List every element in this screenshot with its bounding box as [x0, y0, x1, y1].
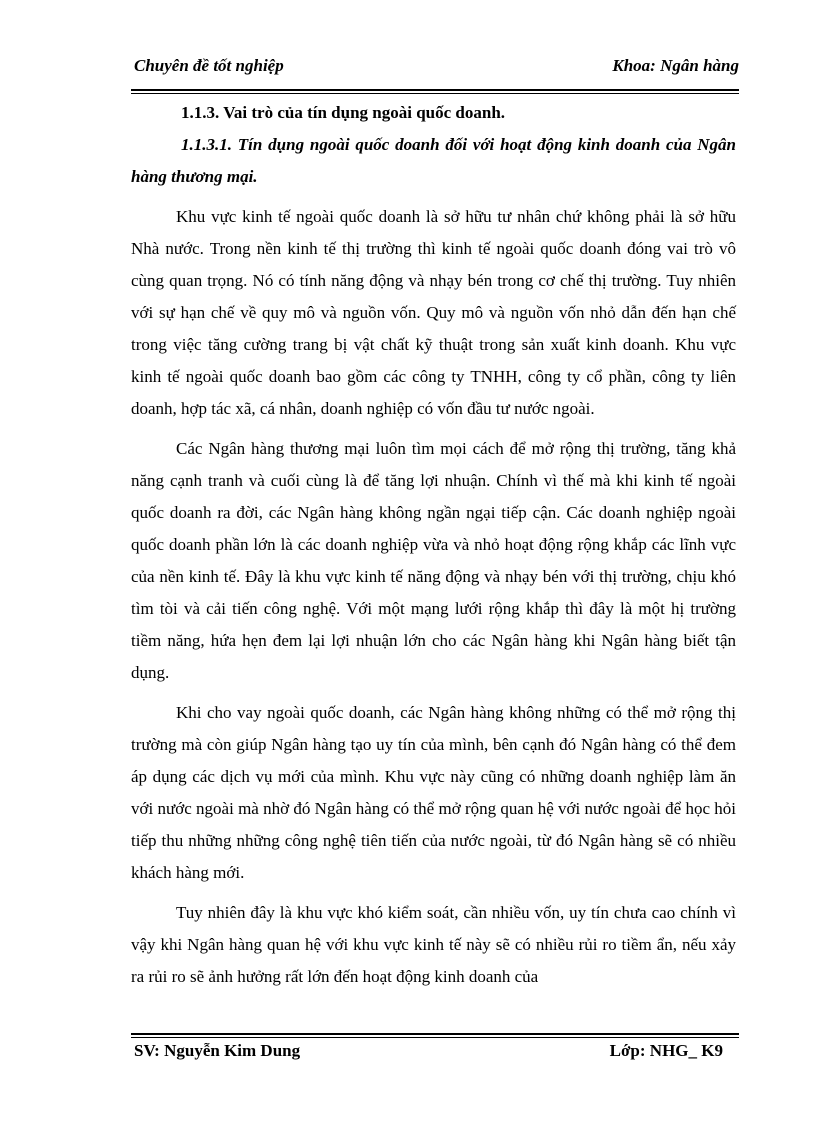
footer-divider	[131, 1033, 739, 1038]
section-heading: 1.1.3. Vai trò của tín dụng ngoài quốc doanh.	[181, 103, 506, 122]
footer-class: Lớp: NHG_ K9	[609, 1041, 723, 1060]
header-document-type: Chuyên đề tốt nghiệp	[134, 56, 284, 75]
page-header	[131, 56, 739, 82]
page-body	[131, 97, 736, 993]
footer-student-name: SV: Nguyễn Kim Dung	[134, 1041, 301, 1060]
header-divider	[131, 89, 739, 94]
body-paragraph-2: Các Ngân hàng thương mại luôn tìm mọi cách để mở rộng thị trường, tăng khả năng cạnh tranh và cuối cùng là để tăng lợi nhuận. Chính vì thế mà khi kinh tế ngoài quốc doanh ra đời, các Ngân hàng không ngần ngại tiếp cận. Các doanh nghiệp ngoài quốc doanh phần lớn là các doanh nghiệp vừa và nhỏ hoạt động rộng khắp các lĩnh vực của nền kinh tế. Đây là khu vực kinh tế năng động và nhạy bén với thị trường, chịu khó tìm tòi và cải tiến công nghệ. Với một mạng lưới rộng khắp thì đây là một hị trường tiềm năng, hứa hẹn đem lại lợi nhuận lớn cho các Ngân hàng khi Ngân hàng biết tận dụng.	[131, 439, 736, 682]
body-paragraph-1: Khu vực kinh tế ngoài quốc doanh là sở hữu tư nhân chứ không phải là sở hữu Nhà nước. Trong nền kinh tế thị trường thì kinh tế ngoài quốc doanh đóng vai trò vô cùng quan trọng. Nó có tính năng động và nhạy bén trong cơ chế thị trường. Tuy nhiên với sự hạn chế về quy mô và nguồn vốn. Quy mô và nguồn vốn nhỏ dẫn đến hạn chế trong việc tăng cường trang bị vật chất kỹ thuật trong sản xuất kinh doanh. Khu vực kinh tế ngoài quốc doanh bao gồm các công ty TNHH, công ty cổ phần, công ty liên doanh, hợp tác xã, cá nhân, doanh nghiệp có vốn đầu tư nước ngoài.	[131, 207, 736, 418]
header-department: Khoa: Ngân hàng	[612, 56, 739, 75]
page-footer	[131, 1041, 739, 1067]
body-paragraph-3: Khi cho vay ngoài quốc doanh, các Ngân hàng không những có thể mở rộng thị trường mà còn giúp Ngân hàng tạo uy tín của mình, bên cạnh đó Ngân hàng có thể đem áp dụng các dịch vụ mới của mình. Khu vực này cũng có những doanh nghiệp làm ăn với nước ngoài mà nhờ đó Ngân hàng có thể mở rộng quan hệ với nước ngoài để học hỏi tiếp thu những những công nghệ tiên tiến của nước ngoài, từ đó Ngân hàng sẽ có nhiều khách hàng mới.	[131, 703, 736, 882]
body-paragraph-4: Tuy nhiên đây là khu vực khó kiểm soát, cần nhiều vốn, uy tín chưa cao chính vì vậy khi Ngân hàng quan hệ với khu vực kinh tế này sẽ có nhiều rủi ro tiềm ẩn, nếu xảy ra rủi ro sẽ ảnh hưởng rất lớn đến hoạt động kinh doanh của	[131, 903, 736, 986]
subsection-heading: 1.1.3.1. Tín dụng ngoài quốc doanh đối với hoạt động kinh doanh của Ngân hàng thương mại.	[131, 135, 736, 186]
